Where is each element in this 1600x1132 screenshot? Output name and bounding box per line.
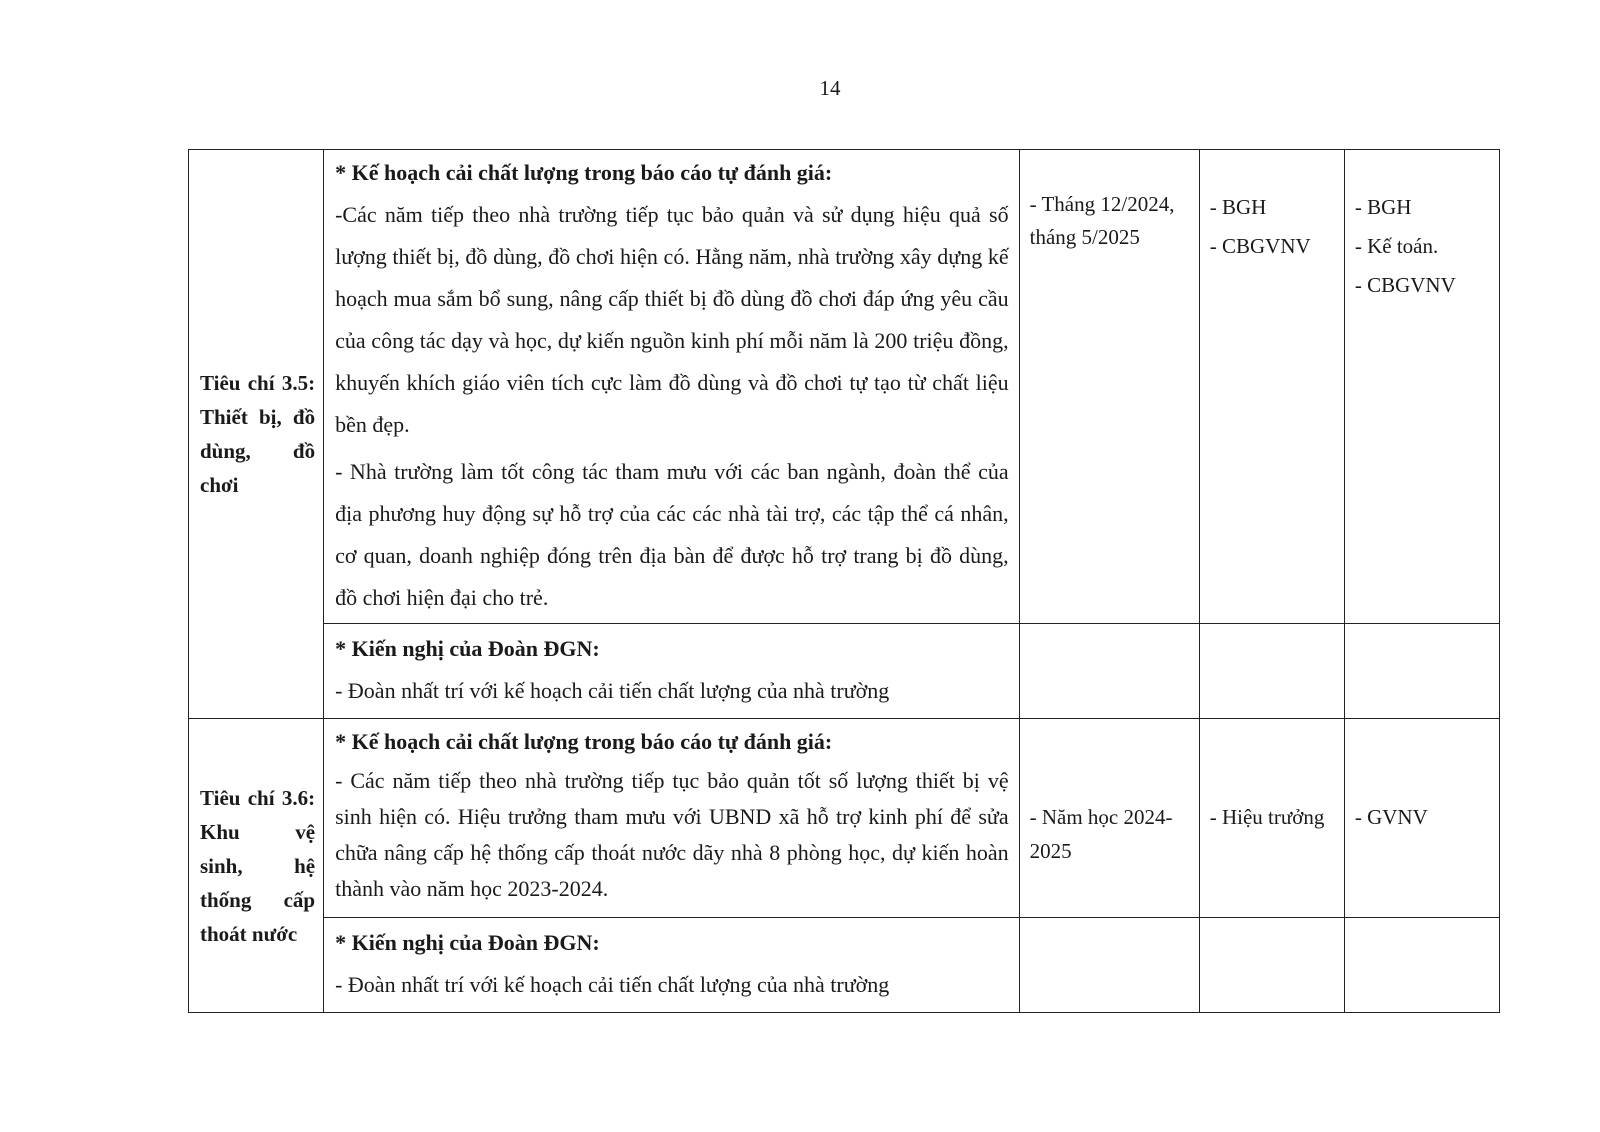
- lead-cell: [1199, 150, 1344, 624]
- criterion-cell: [189, 719, 324, 1013]
- criterion-line: Khu vệ: [200, 819, 316, 844]
- criterion-line: chơi: [200, 473, 239, 497]
- plan-paragraph: - Nhà trường làm tốt công tác tham mưu với các ban ngành, đoàn thể của địa phương huy động sự hỗ trợ của các các nhà tài trợ, các tập thể cá nhân, cơ quan, doanh nghiệp đóng trên địa bàn để được hỗ trợ trang bị đồ dùng, đồ chơi hiện đại cho trẻ.: [335, 459, 1009, 610]
- improvement-plan-table: [188, 149, 1500, 1013]
- recommendation-cell: [324, 624, 1020, 719]
- criterion-line: sinh, hệ: [200, 853, 316, 878]
- time-text: - Năm học 2024-2025: [1029, 805, 1173, 863]
- lead-item: - BGH: [1209, 195, 1267, 219]
- table-row: [189, 624, 1500, 719]
- criterion-line: thống cấp: [200, 887, 316, 912]
- table-row: [189, 918, 1500, 1013]
- criterion-line: thoát nước: [200, 921, 298, 946]
- empty-cell: [1019, 918, 1199, 1013]
- plan-cell: [324, 719, 1020, 918]
- plan-cell: [324, 150, 1020, 624]
- criterion-title: Tiêu chí 3.5:: [200, 371, 316, 395]
- participant-item: - GVNV: [1354, 805, 1428, 829]
- plan-paragraph: -Các năm tiếp theo nhà trường tiếp tục bảo quản và sử dụng hiệu quả số lượng thiết bị, đồ dùng, đồ chơi hiện có. Hằng năm, nhà trường xây dựng kế hoạch mua sắm bổ sung, nâng cấp thiết bị đồ dùng đồ chơi đáp ứng yêu cầu của công tác dạy và học, dự kiến nguồn kinh phí mỗi năm là 200 triệu đồng, khuyến khích giáo viên tích cực làm đồ dùng và đồ chơi tự tạo từ chất liệu bền đẹp.: [335, 202, 1009, 437]
- empty-cell: [1344, 624, 1499, 719]
- recommendation-heading: * Kiến nghị của Đoàn ĐGN:: [335, 930, 600, 955]
- lead-cell: [1199, 719, 1344, 918]
- criterion-cell: [189, 150, 324, 719]
- page-number: 14: [819, 76, 841, 100]
- criterion-line: dùng, đồ: [200, 439, 316, 463]
- plan-paragraph: - Các năm tiếp theo nhà trường tiếp tục bảo quản tốt số lượng thiết bị vệ sinh hiện có. Hiệu trưởng tham mưu với UBND xã hỗ trợ kinh phí để sửa chữa nâng cấp hệ thống cấp thoát nước dãy nhà 8 phòng học, dự kiến hoàn thành vào năm học 2023-2024.: [335, 768, 1009, 901]
- participants-cell: [1344, 719, 1499, 918]
- recommendation-heading: * Kiến nghị của Đoàn ĐGN:: [335, 636, 600, 661]
- empty-cell: [1344, 918, 1499, 1013]
- time-text: - Tháng 12/2024, tháng 5/2025: [1029, 192, 1175, 249]
- recommendation-cell: [324, 918, 1020, 1013]
- lead-item: - Hiệu trưởng: [1209, 805, 1325, 829]
- lead-item: - CBGVNV: [1209, 234, 1311, 258]
- recommendation-text: - Đoàn nhất trí với kế hoạch cải tiến chất lượng của nhà trường: [335, 678, 890, 703]
- criterion-title: Tiêu chí 3.6:: [200, 785, 316, 810]
- plan-heading: * Kế hoạch cải chất lượng trong báo cáo tự đánh giá:: [335, 160, 833, 185]
- empty-cell: [1199, 624, 1344, 719]
- table-row: [189, 150, 1500, 624]
- empty-cell: [1019, 624, 1199, 719]
- participant-item: - CBGVNV: [1354, 273, 1456, 297]
- plan-heading: * Kế hoạch cải chất lượng trong báo cáo tự đánh giá:: [335, 729, 833, 754]
- time-cell: [1019, 150, 1199, 624]
- recommendation-text: - Đoàn nhất trí với kế hoạch cải tiến chất lượng của nhà trường: [335, 972, 890, 997]
- participant-item: - Kế toán.: [1354, 234, 1439, 258]
- participant-item: - BGH: [1354, 195, 1412, 219]
- empty-cell: [1199, 918, 1344, 1013]
- criterion-line: Thiết bị, đồ: [200, 405, 316, 429]
- participants-cell: [1344, 150, 1499, 624]
- time-cell: [1019, 719, 1199, 918]
- table-row: [189, 719, 1500, 918]
